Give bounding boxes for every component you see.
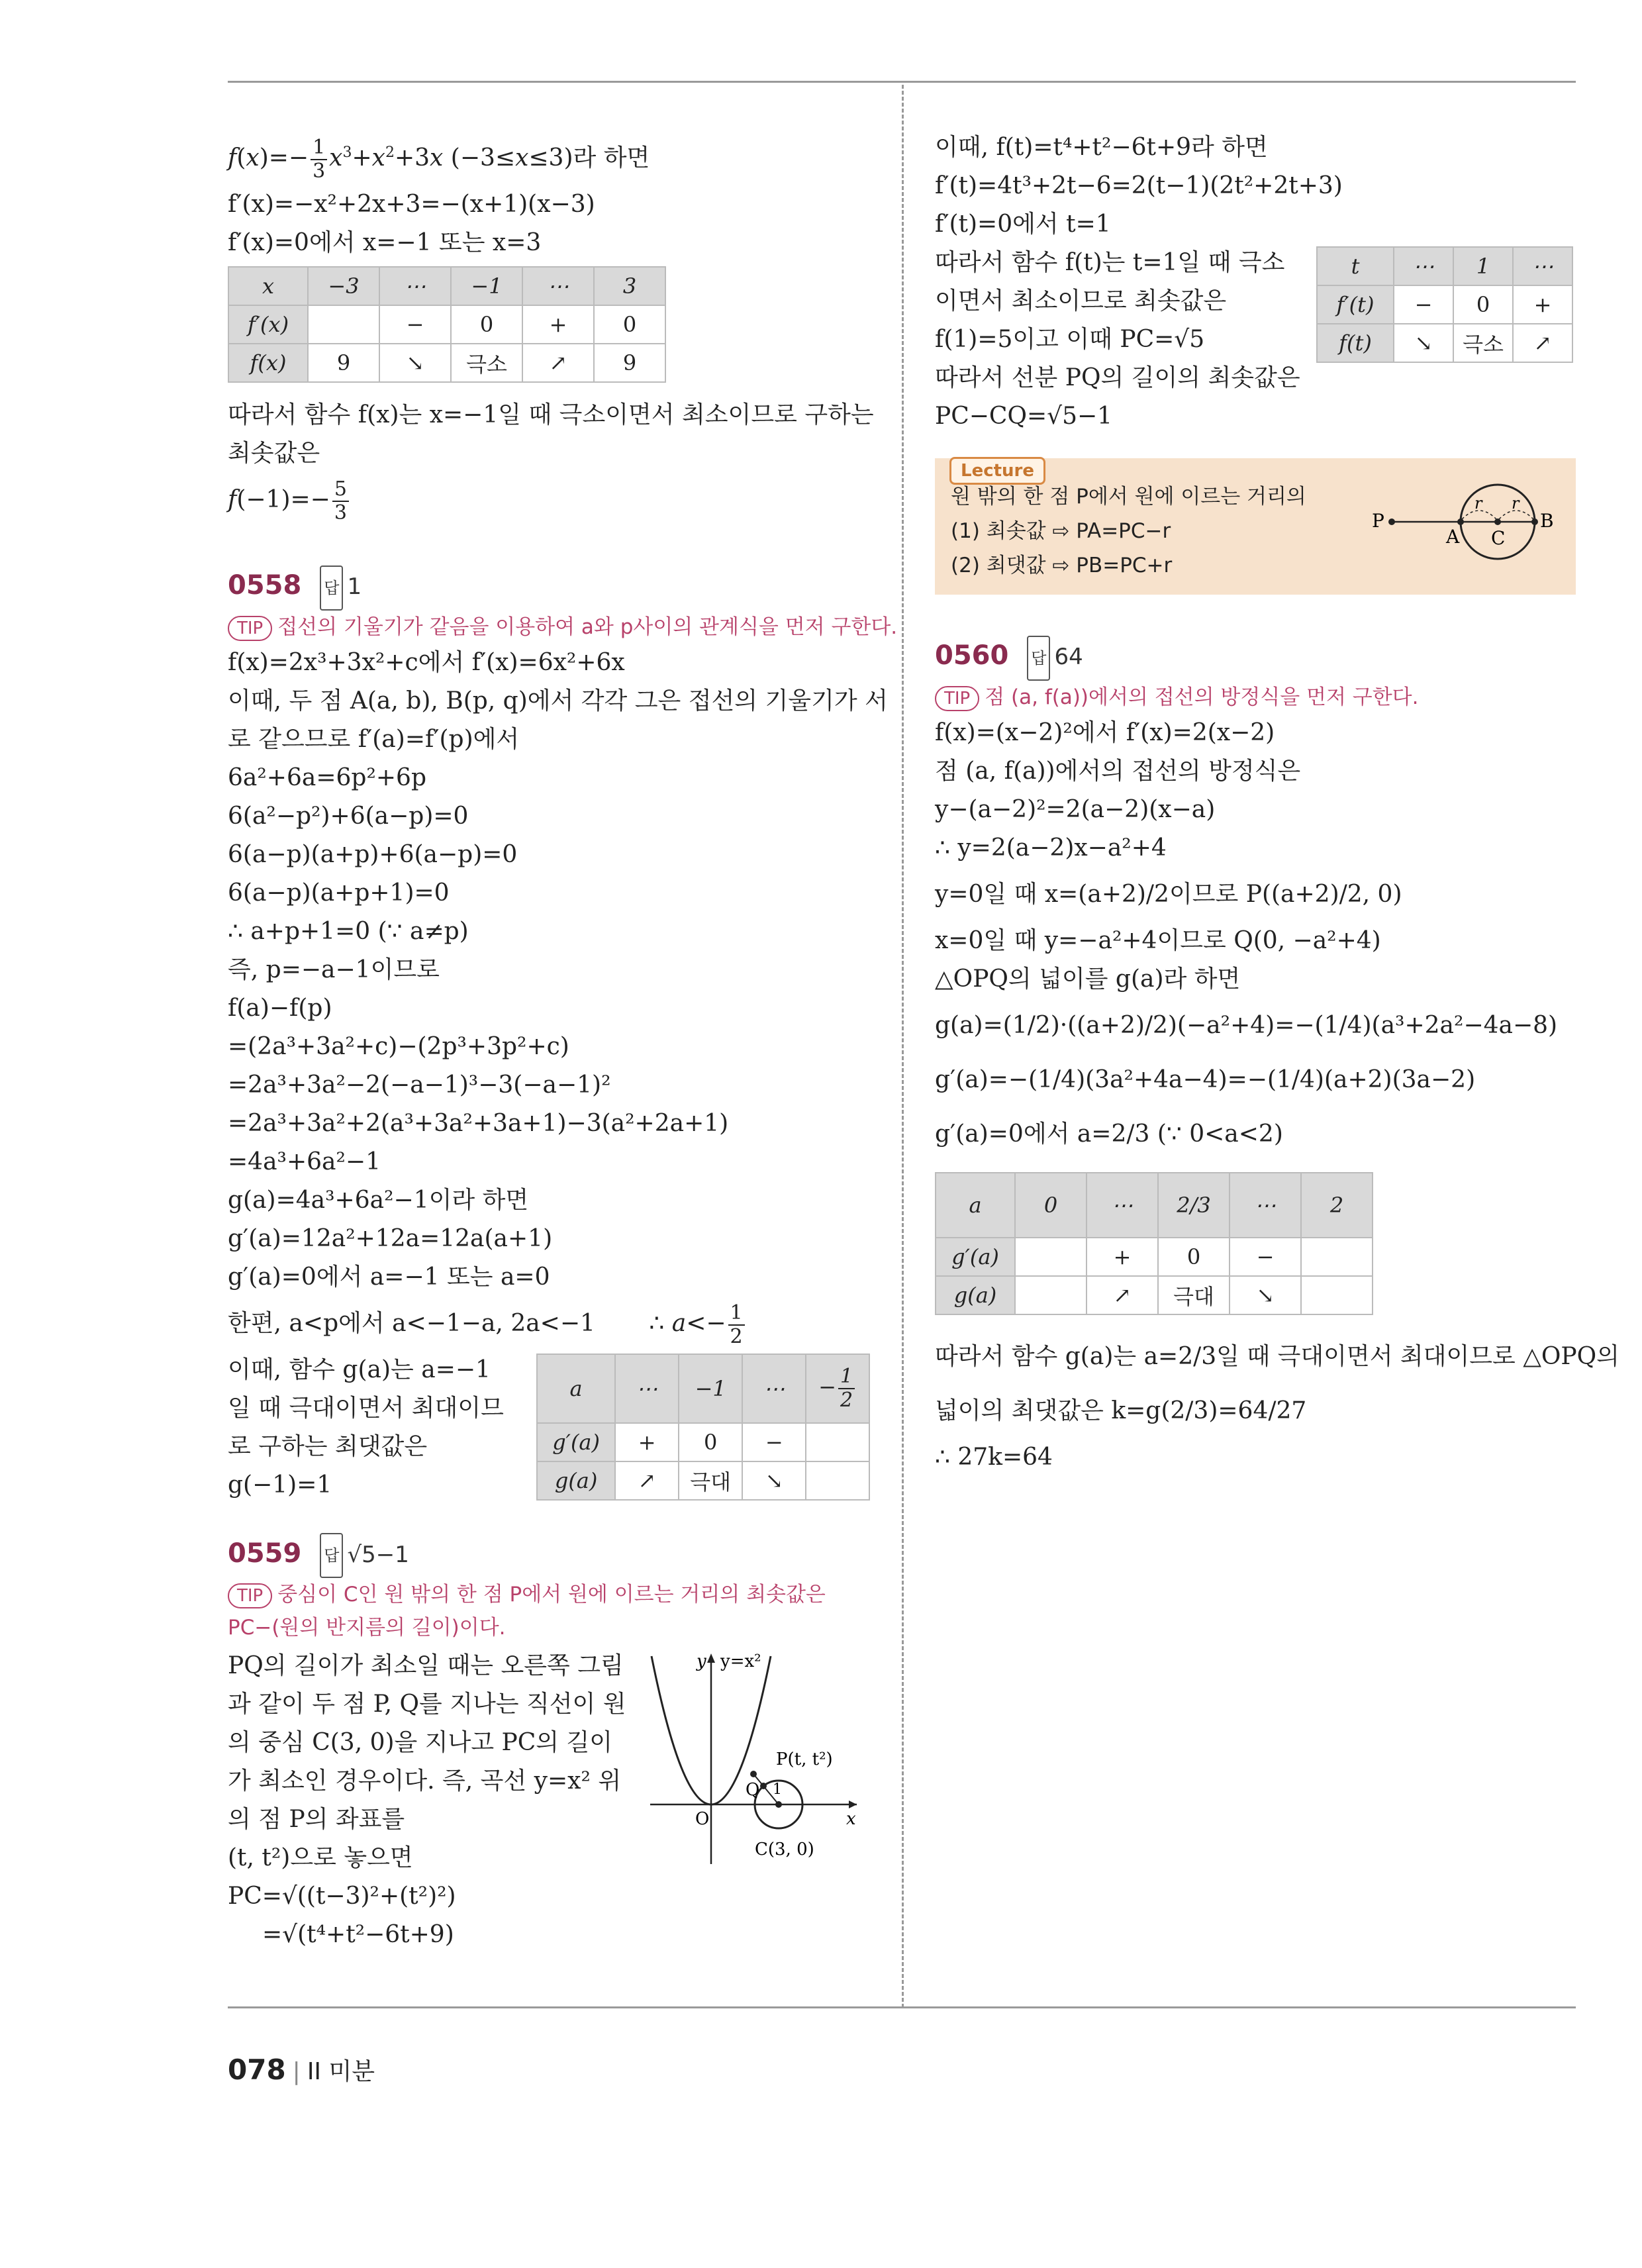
right-line: 따라서 선분 PQ의 길이의 최솟값은 xyxy=(935,364,1300,391)
left-conclusion-1: 따라서 함수 f(x)는 x=−1일 때 극소이면서 최소이므로 구하는 xyxy=(228,401,874,428)
left-column xyxy=(228,126,898,1948)
side-line: 일 때 극대이면서 최대이므 xyxy=(228,1394,504,1422)
p558-line: =(2a³+3a²+c)−(2p³+3p²+c) xyxy=(228,1032,569,1060)
inequality-result: ∴ a<− $\frac{1}{2}$ xyxy=(649,1310,746,1337)
right-line: f′(t)=4t³+2t−6=2(t−1)(2t²+2t+3) xyxy=(935,172,1343,199)
y-label: y xyxy=(697,1652,706,1671)
p560-line-gp: g′(a)=−(1/4)(3a²+4a−4)=−(1/4)(a+2)(3a−2) xyxy=(935,1065,1476,1093)
inequality: 한편, a<p에서 a<−1−a, 2a<−1 xyxy=(228,1309,595,1337)
cell: 2/3 xyxy=(1158,1173,1230,1238)
p560-line: f(x)=(x−2)²에서 f′(x)=2(x−2) xyxy=(935,718,1275,746)
cell xyxy=(1015,1276,1087,1314)
tip-text: 중심이 C인 원 밖의 한 점 P에서 원에 이르는 거리의 최솟값은 xyxy=(277,1583,826,1606)
p558-line: 로 같으므로 f′(a)=f′(p)에서 xyxy=(228,725,520,753)
cell xyxy=(806,1423,869,1461)
p560-conclusion-3: ∴ 27k=64 xyxy=(935,1443,1053,1471)
p559-line: =√(t⁴+t²−6t+9) xyxy=(262,1921,454,1948)
answer xyxy=(320,1542,409,1568)
p558-line: 6(a−p)(a+p+1)=0 xyxy=(228,879,450,907)
cell: −1 xyxy=(451,267,522,305)
answer-value: √5−1 xyxy=(347,1541,409,1568)
cell: 2 xyxy=(1301,1173,1373,1238)
cell: ⋯ xyxy=(1087,1173,1158,1238)
p558-line: f(a)−f(p) xyxy=(228,994,332,1022)
side-line: g(−1)=1 xyxy=(228,1471,332,1499)
page-footer xyxy=(228,2053,375,2087)
y-axis-arrow xyxy=(707,1653,715,1663)
lecture-figure xyxy=(1359,482,1570,581)
p558-line: g′(a)=12a²+12a=12a(a+1) xyxy=(228,1224,553,1252)
lecture-text xyxy=(951,479,1306,583)
x-axis-arrow xyxy=(849,1800,857,1808)
parabola-graph xyxy=(645,1648,863,1867)
cell: ⋯ xyxy=(379,267,451,305)
cell: + xyxy=(1087,1238,1158,1276)
cell xyxy=(1015,1238,1087,1276)
cell: f′(x) xyxy=(228,305,308,344)
p558-line: =2a³+3a²−2(−a−1)³−3(−a−1)² xyxy=(228,1071,611,1099)
p558-line: =2a³+3a²+2(a³+3a²+3a+1)−3(a²+2a+1) xyxy=(228,1109,729,1137)
cell: ↘ xyxy=(1230,1276,1301,1314)
page-number: 078 xyxy=(228,2053,286,2086)
p558-line: 6(a−p)(a+p)+6(a−p)=0 xyxy=(228,840,518,868)
cell: ⋯ xyxy=(1230,1173,1301,1238)
cell xyxy=(308,305,379,344)
problem-0560-header xyxy=(935,634,1576,681)
lecture-point-a xyxy=(1457,518,1464,525)
p559-line: 의 중심 C(3, 0)을 지나고 PC의 길이 xyxy=(228,1729,613,1756)
tip-badge: TIP xyxy=(228,1583,272,1608)
cell: 9 xyxy=(594,344,665,382)
cell xyxy=(806,1461,869,1500)
answer-value: 64 xyxy=(1054,644,1083,670)
lecture-label-p: P xyxy=(1372,510,1384,532)
p560-line-g: g(a)=(1/2)·((a+2)/2)(−a²+4)=−(1/4)(a³+2a²−4a−8) xyxy=(935,1011,1558,1039)
cell: g(a) xyxy=(936,1276,1015,1314)
cell: 극소 xyxy=(1453,324,1513,362)
left-line-fprime: f′(x)=−x²+2x+3=−(x+1)(x−3) xyxy=(228,191,595,218)
right-line: f(1)=5이고 이때 PC=√5 xyxy=(935,326,1205,353)
lecture-box xyxy=(935,458,1576,595)
cell: g′(a) xyxy=(936,1238,1015,1276)
cell: ↗ xyxy=(522,344,594,382)
right-line: 이면서 최소이므로 최솟값은 xyxy=(935,287,1227,315)
p560-line: 점 (a, f(a))에서의 접선의 방정식은 xyxy=(935,757,1301,785)
cell: − xyxy=(379,305,451,344)
p560-conclusion-2: 넓이의 최댓값은 k=g(2/3)=64/27 xyxy=(935,1397,1307,1424)
lecture-tag: Lecture xyxy=(949,457,1045,485)
p559-line: 의 점 P의 좌표를 xyxy=(228,1806,405,1833)
cell: 9 xyxy=(308,344,379,382)
answer-icon: 답 xyxy=(320,566,343,611)
point-c xyxy=(775,1801,782,1808)
variation-table-t xyxy=(1316,246,1573,363)
cell: 극소 xyxy=(451,344,522,382)
cell: 극대 xyxy=(679,1461,742,1500)
p558-line: g(a)=4a³+6a²−1이라 하면 xyxy=(228,1186,529,1214)
answer xyxy=(320,573,362,600)
problem-0558-header xyxy=(228,564,870,611)
p559-line: (t, t²)으로 놓으면 xyxy=(228,1844,413,1871)
right-column-0560 xyxy=(935,634,1619,1477)
p560-line-g0: g′(a)=0에서 a=2/3 (∵ 0<a<2) xyxy=(935,1120,1283,1148)
lecture-line: (1) 최솟값 ⇨ PA=PC−r xyxy=(951,519,1171,543)
cell: ⋯ xyxy=(522,267,594,305)
cell: −3 xyxy=(308,267,379,305)
cell: ⋯ xyxy=(615,1354,679,1423)
inequality-line xyxy=(228,1297,870,1351)
lecture-r-left: r xyxy=(1474,494,1482,513)
point-q xyxy=(760,1783,767,1789)
p558-side-text xyxy=(228,1351,504,1504)
cell: + xyxy=(615,1423,679,1461)
cell: 0 xyxy=(594,305,665,344)
tip-badge: TIP xyxy=(228,616,272,641)
lecture-point-p xyxy=(1388,518,1395,525)
answer-icon: 답 xyxy=(1027,636,1050,681)
top-rule xyxy=(228,81,1576,83)
right-line: f′(t)=0에서 t=1 xyxy=(935,211,1111,238)
cell: −1 xyxy=(679,1354,742,1423)
p560-line: y−(a−2)²=2(a−2)(x−a) xyxy=(935,795,1216,823)
footer-separator: | xyxy=(292,2058,301,2085)
lecture-label-c: C xyxy=(1491,527,1506,549)
p560-conclusion-1: 따라서 함수 g(a)는 a=2/3일 때 극대이면서 최대이므로 △OPQ의 xyxy=(935,1342,1619,1370)
origin-label: O xyxy=(695,1809,710,1829)
cell: ↗ xyxy=(1087,1276,1158,1314)
cell: ⋯ xyxy=(1394,247,1453,285)
p558-line: 6a²+6a=6p²+6p xyxy=(228,764,426,791)
right-ft-text xyxy=(935,244,1300,436)
p558-line: ∴ a+p+1=0 (∵ a≠p) xyxy=(228,917,469,945)
problem-number: 0558 xyxy=(228,570,302,601)
p558-line: 이때, 두 점 A(a, b), B(p, q)에서 각각 그은 접선의 기울기가 서 xyxy=(228,687,888,715)
tip-0560 xyxy=(935,681,1576,714)
tip-text: 접선의 기울기가 같음을 이용하여 a와 p사이의 관계식을 먼저 구한다. xyxy=(277,615,898,639)
p560-line-area: △OPQ의 넓이를 g(a)라 하면 xyxy=(935,965,1241,993)
lecture-r-right: r xyxy=(1512,494,1520,513)
chapter-title: II 미분 xyxy=(307,2058,375,2085)
lecture-line: (2) 최댓값 ⇨ PB=PC+r xyxy=(951,554,1173,577)
cell: 0 xyxy=(1453,285,1513,324)
side-line: 이때, 함수 g(a)는 a=−1 xyxy=(228,1356,491,1383)
lecture-line: 원 밖의 한 점 P에서 원에 이르는 거리의 xyxy=(951,485,1306,509)
cell: 3 xyxy=(594,267,665,305)
right-line: 이때, f(t)=t⁴+t²−6t+9라 하면 xyxy=(935,134,1268,161)
curve-label: y=x² xyxy=(720,1652,761,1671)
p559-line: PQ의 길이가 최소일 때는 오른쪽 그림 xyxy=(228,1652,624,1679)
left-line-zero: f′(x)=0에서 x=−1 또는 x=3 xyxy=(228,229,542,256)
p560-line-q: x=0일 때 y=−a²+4이므로 Q(0, −a²+4) xyxy=(935,926,1381,954)
problem-number: 0560 xyxy=(935,640,1009,671)
cell: ↗ xyxy=(615,1461,679,1500)
lecture-label-a: A xyxy=(1446,526,1460,548)
p560-line-p: y=0일 때 x=(a+2)/2이므로 P((a+2)/2, 0) xyxy=(935,880,1402,908)
p558-line: f(x)=2x³+3x²+c에서 f′(x)=6x²+6x xyxy=(228,648,625,676)
c-label: C(3, 0) xyxy=(755,1840,814,1859)
q-label: Q xyxy=(746,1780,760,1800)
cell: ⋯ xyxy=(742,1354,806,1423)
side-line: 로 구하는 최댓값은 xyxy=(228,1432,428,1460)
column-divider xyxy=(902,85,904,2008)
tip-0559-line2: PC−(원의 반지름의 길이)이다. xyxy=(228,1616,506,1640)
left-conclusion-3: f(−1)=− $\frac{5}{3}$ xyxy=(228,473,870,527)
cell: f(x) xyxy=(228,344,308,382)
cell: − xyxy=(1230,1238,1301,1276)
problem-number: 0559 xyxy=(228,1538,302,1569)
answer xyxy=(1027,644,1083,670)
cell: + xyxy=(1513,285,1572,324)
variation-table-1 xyxy=(228,266,666,383)
x-label: x xyxy=(846,1809,856,1829)
point-p xyxy=(750,1771,757,1777)
cell: x xyxy=(228,267,308,305)
right-ft-block xyxy=(935,244,1576,436)
cell: 0 xyxy=(451,305,522,344)
cell xyxy=(1301,1276,1373,1314)
cell: 1 xyxy=(1453,247,1513,285)
cell: f′(t) xyxy=(1317,285,1394,324)
p559-line: 가 최소인 경우이다. 즉, 곡선 y=x² 위 xyxy=(228,1767,622,1795)
cell: 0 xyxy=(1158,1238,1230,1276)
cell: − xyxy=(1394,285,1453,324)
lecture-label-b: B xyxy=(1540,510,1554,532)
tip-0559-line1 xyxy=(228,1578,870,1611)
problem-0558-lines xyxy=(228,644,888,1297)
p558-conclusion-block xyxy=(228,1351,870,1510)
cell: 0 xyxy=(1015,1173,1087,1238)
cell: a xyxy=(537,1354,615,1423)
p-label: P(t, t²) xyxy=(776,1750,833,1769)
radius-label: 1 xyxy=(773,1781,782,1798)
cell: 0 xyxy=(679,1423,742,1461)
p558-line: 즉, p=−a−1이므로 xyxy=(228,956,440,983)
cell: ↘ xyxy=(379,344,451,382)
left-line-f: f(x)=− $\frac{1}{3}$ $x^3+x^2+3x$ (−3≤x≤3)라 하면 xyxy=(228,136,650,183)
cell: ↘ xyxy=(1394,324,1453,362)
cell: g′(a) xyxy=(537,1423,615,1461)
cell: ↘ xyxy=(742,1461,806,1500)
cell-frac: − $\frac{1}{2}$ xyxy=(806,1354,869,1423)
cell: t xyxy=(1317,247,1394,285)
tip-badge: TIP xyxy=(935,686,979,711)
answer-value: 1 xyxy=(347,573,362,600)
p559-body xyxy=(228,1644,870,1948)
cell: − xyxy=(742,1423,806,1461)
cell: ⋯ xyxy=(1513,247,1572,285)
cell: + xyxy=(522,305,594,344)
p558-line: =4a³+6a²−1 xyxy=(228,1148,381,1175)
p559-line: 과 같이 두 점 P, Q를 지나는 직선이 원 xyxy=(228,1691,626,1718)
tip-text: 점 (a, f(a))에서의 접선의 방정식을 먼저 구한다. xyxy=(985,685,1419,709)
cell: 극대 xyxy=(1158,1276,1230,1314)
cell xyxy=(1301,1238,1373,1276)
lecture-point-c xyxy=(1494,518,1501,525)
p559-text xyxy=(228,1647,626,1954)
p559-line: PC=√((t−3)²+(t²)²) xyxy=(228,1883,456,1910)
p558-line: g′(a)=0에서 a=−1 또는 a=0 xyxy=(228,1263,550,1291)
variation-table-0558 xyxy=(536,1354,870,1501)
left-conclusion-2: 최솟값은 xyxy=(228,440,320,467)
cell: f(t) xyxy=(1317,324,1394,362)
lecture-point-b xyxy=(1531,518,1538,525)
p560-line: ∴ y=2(a−2)x−a²+4 xyxy=(935,834,1167,862)
answer-icon: 답 xyxy=(320,1533,343,1578)
variation-table-0560 xyxy=(935,1172,1373,1315)
p558-line: 6(a²−p²)+6(a−p)=0 xyxy=(228,802,469,830)
problem-0559-header xyxy=(228,1532,870,1579)
cell: a xyxy=(936,1173,1015,1238)
cell: ↗ xyxy=(1513,324,1572,362)
cell: g(a) xyxy=(537,1461,615,1500)
right-line: PC−CQ=√5−1 xyxy=(935,403,1113,430)
tip-0558 xyxy=(228,611,898,644)
right-line: 따라서 함수 f(t)는 t=1일 때 극소 xyxy=(935,249,1285,276)
right-column xyxy=(935,128,1576,436)
